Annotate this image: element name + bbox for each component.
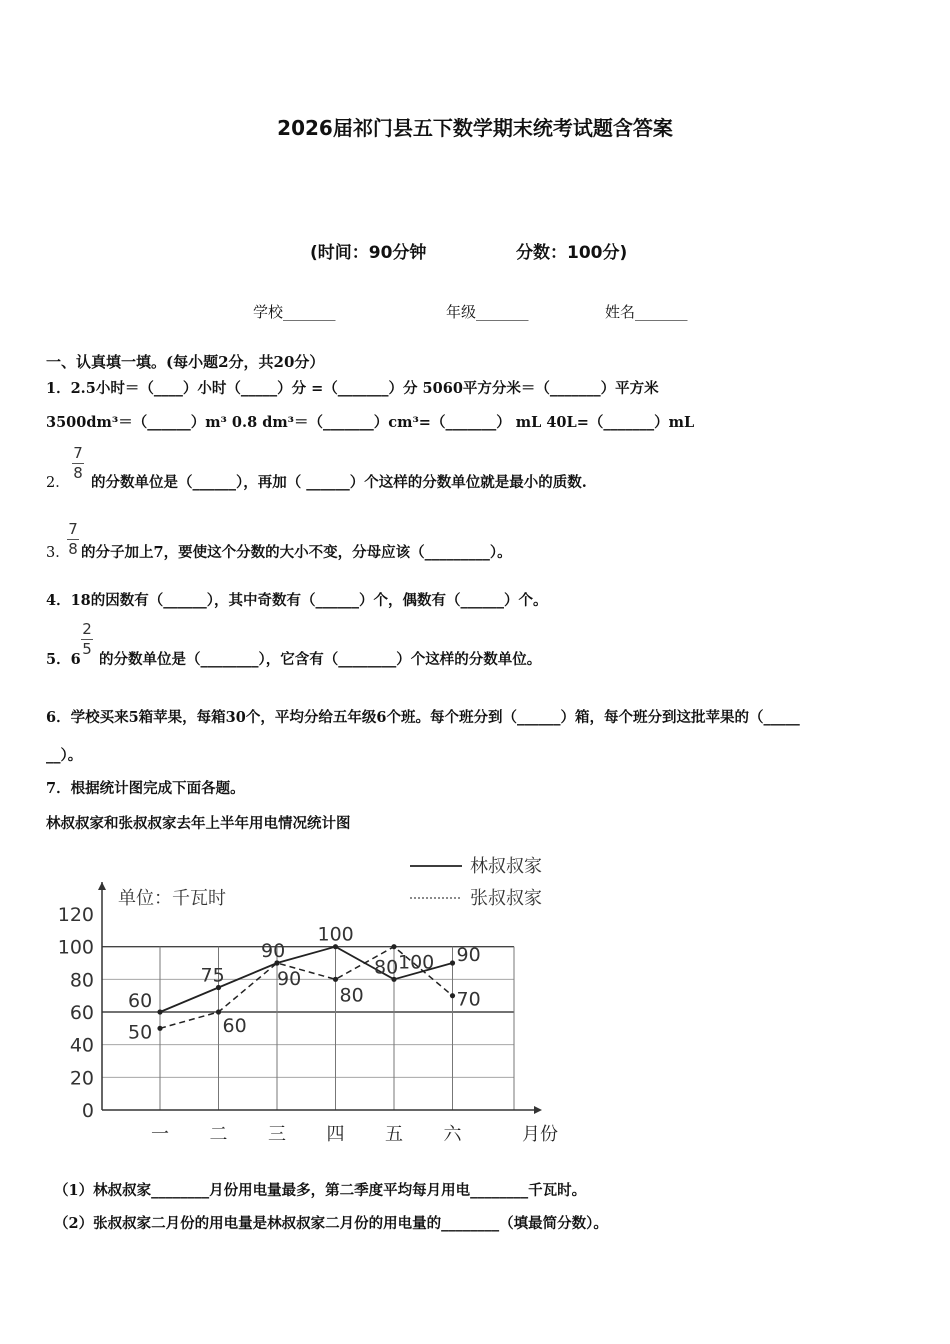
name-field: 姓名_______ <box>605 303 688 321</box>
question-6-line-1: 6．学校买来5箱苹果，每箱30个，平均分给五年级6个班。每个班分到（______）箱，每个班分到这批苹果的（_____ <box>46 709 800 726</box>
chart-caption: 林叔叔家和张叔叔家去年上半年用电情况统计图 <box>46 815 351 832</box>
question-5-text: 的分数单位是（________），它含有（________）个这样的分数单位。 <box>99 651 542 668</box>
chart-labels <box>58 888 558 1145</box>
grade-field: 年级_______ <box>446 303 529 321</box>
y-tick-label: 0 <box>81 1100 94 1122</box>
question-3-fraction <box>67 522 79 557</box>
question-5-number: 5．6 <box>46 651 81 668</box>
data-point <box>450 993 455 998</box>
question-1-line-1: 1．2.5小时＝（____）小时（_____）分 =（_______）分 5060平方分米＝（_______）平方米 <box>46 380 659 397</box>
data-label: 90 <box>456 944 481 966</box>
data-label: 80 <box>374 956 399 979</box>
data-point <box>157 1026 162 1031</box>
chart-legend <box>410 856 542 909</box>
data-label: 75 <box>200 964 225 987</box>
section-heading: 一、认真填一填。(每小题2分，共20分） <box>46 353 325 371</box>
question-2-text: 的分数单位是（______），再加（ ______）个这样的分数单位就是最小的质数. <box>91 474 587 491</box>
sub-question-1: （1）林叔叔家________月份用电量最多，第二季度平均每月用电________千瓦时。 <box>54 1182 587 1199</box>
data-label: 60 <box>222 1015 247 1037</box>
legend-label: 林叔叔家 <box>470 856 542 877</box>
exam-score: 分数：100分) <box>516 243 628 263</box>
x-tick-label: 六 <box>443 1124 462 1145</box>
fraction-denominator: 5 <box>82 640 92 658</box>
unit-label: 单位：千瓦时 <box>118 888 226 909</box>
data-label: 50 <box>128 1021 153 1044</box>
x-tick-label: 四 <box>326 1124 345 1145</box>
question-1-line-2: 3500dm³＝（______）m³ 0.8 dm³＝（_______）cm³=（_______） mL 40L=（_______）mL <box>46 414 695 431</box>
data-point <box>157 1009 162 1014</box>
data-label: 90 <box>277 968 302 990</box>
data-point <box>450 960 455 965</box>
fraction-numerator: 7 <box>68 520 78 538</box>
question-4-text: 4．18的因数有（______），其中奇数有（______）个，偶数有（______）个。 <box>46 592 548 609</box>
x-axis-label: 月份 <box>522 1124 558 1145</box>
school-field: 学校_______ <box>253 303 336 321</box>
x-tick-label: 二 <box>209 1124 228 1145</box>
question-2-fraction <box>72 446 84 481</box>
data-point <box>391 944 396 949</box>
y-tick-label: 20 <box>69 1067 94 1090</box>
data-label: 100 <box>317 923 354 946</box>
question-5-fraction <box>81 622 93 657</box>
question-7-text: 7．根据统计图完成下面各题。 <box>46 780 245 797</box>
sub-question-2: （2）张叔叔家二月份的用电量是林叔叔家二月份的用电量的________（填最简分数）。 <box>54 1215 608 1232</box>
question-6-line-2: __）。 <box>46 747 83 764</box>
data-label: 60 <box>128 990 153 1012</box>
chart-grid <box>102 947 514 1110</box>
x-tick-label: 一 <box>151 1124 169 1145</box>
legend-label: 张叔叔家 <box>470 888 542 909</box>
y-tick-label: 100 <box>57 936 94 959</box>
y-axis-arrow <box>98 882 106 890</box>
data-label: 90 <box>261 940 286 962</box>
fraction-denominator: 8 <box>68 540 78 558</box>
fraction-numerator: 2 <box>82 620 92 638</box>
question-2-number: 2． <box>46 475 70 491</box>
data-label: 80 <box>339 984 364 1007</box>
page-title: 2026届祁门县五下数学期末统考试题含答案 <box>277 116 673 140</box>
y-tick-label: 80 <box>69 969 94 992</box>
question-3-text: 的分子加上7，要使这个分数的大小不变，分母应该（_________）。 <box>81 544 512 561</box>
data-label: 100 <box>398 951 435 974</box>
data-point <box>333 977 338 982</box>
fraction-denominator: 8 <box>73 464 83 482</box>
data-point <box>216 1009 221 1014</box>
data-label: 70 <box>456 988 481 1011</box>
x-axis-arrow <box>534 1106 542 1114</box>
y-tick-label: 120 <box>57 904 94 926</box>
exam-time: (时间：90分钟 <box>310 243 427 263</box>
y-tick-label: 40 <box>69 1034 94 1057</box>
x-tick-label: 五 <box>385 1124 403 1145</box>
fraction-numerator: 7 <box>73 444 83 462</box>
electricity-line-chart <box>52 848 572 1148</box>
y-tick-label: 60 <box>69 1002 94 1024</box>
question-3-number: 3． <box>46 545 70 561</box>
x-tick-label: 三 <box>268 1124 286 1145</box>
